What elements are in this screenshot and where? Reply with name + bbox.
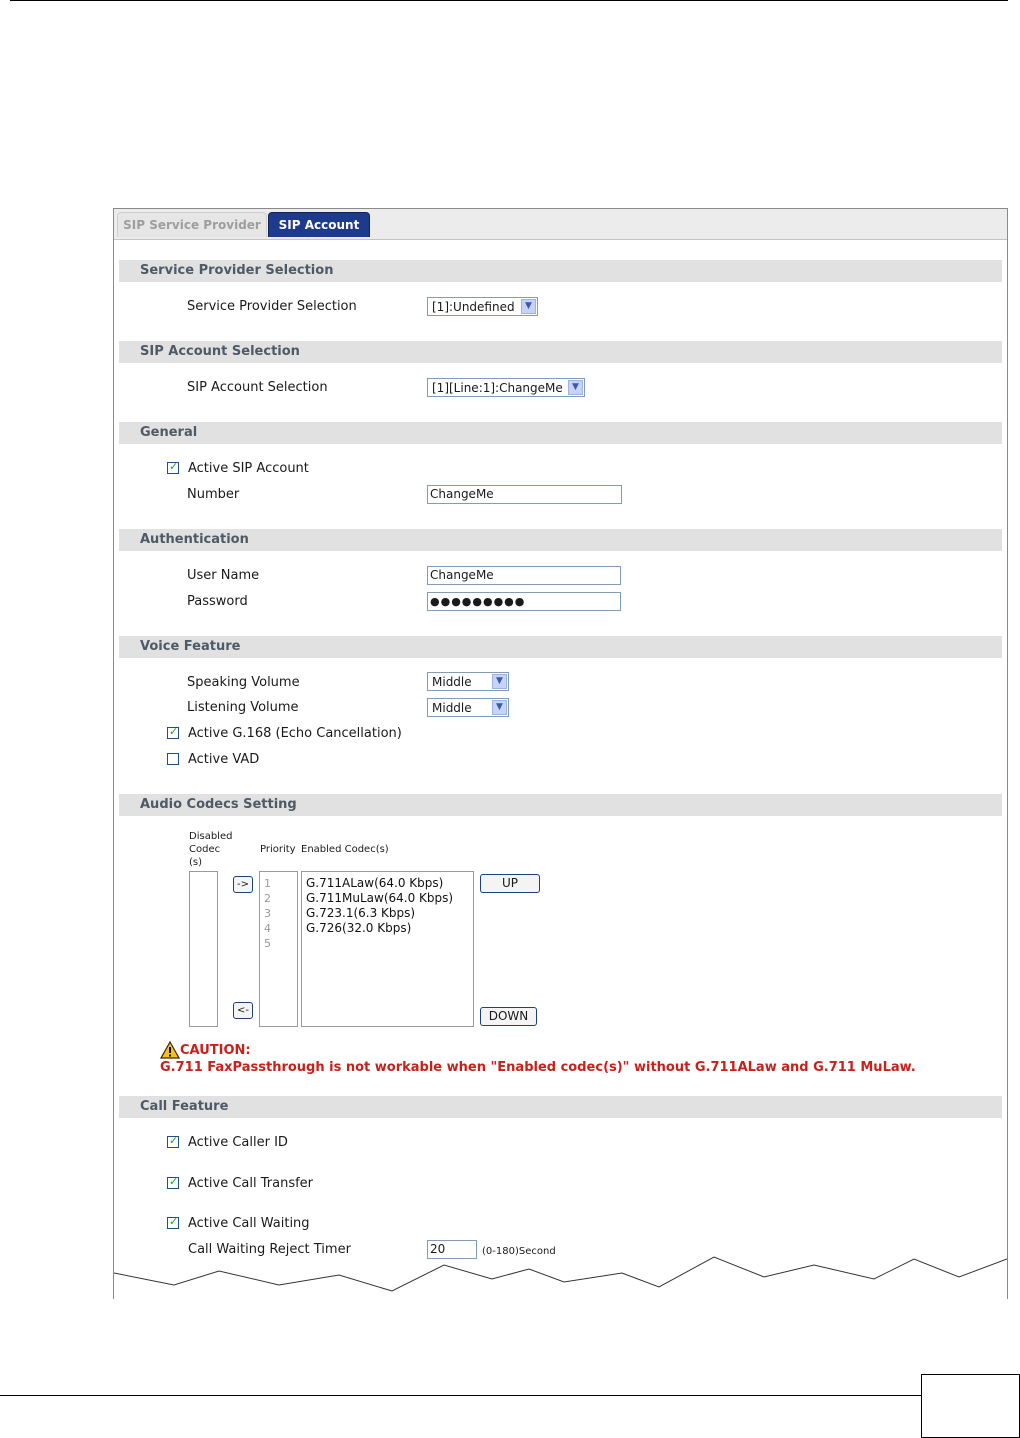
- tab-sip-account[interactable]: SIP Account: [268, 212, 370, 237]
- service-provider-label: Service Provider Selection: [187, 299, 357, 314]
- check-icon: ✓: [169, 725, 179, 738]
- disabled-codec-list[interactable]: [189, 871, 218, 1027]
- top-page-rule: [10, 0, 1008, 1]
- echo-cancellation-checkbox[interactable]: [167, 727, 179, 739]
- section-header-general: General: [119, 422, 1002, 444]
- priority-number: 5: [264, 937, 271, 950]
- sip-account-value: [1][Line:1]:ChangeMe: [432, 381, 563, 395]
- page-number-box: [921, 1374, 1020, 1438]
- priority-header: Priority: [260, 844, 296, 855]
- chevron-down-icon: ▼: [521, 299, 536, 314]
- reject-timer-field[interactable]: 20: [427, 1240, 477, 1259]
- enabled-codec-item[interactable]: G.726(32.0 Kbps): [306, 921, 412, 935]
- active-caller-id-label: Active Caller ID: [188, 1135, 288, 1150]
- torn-edge: [114, 1249, 1007, 1299]
- sip-account-select[interactable]: [427, 378, 585, 397]
- check-icon: ✓: [169, 1215, 179, 1228]
- user-name-label: User Name: [187, 568, 260, 583]
- disabled-codec-header-line: (s): [189, 857, 203, 868]
- speaking-volume-select[interactable]: [427, 672, 509, 691]
- priority-number: 4: [264, 922, 271, 935]
- enabled-codec-header: Enabled Codec(s): [301, 844, 389, 855]
- section-header-voice-feature: Voice Feature: [119, 636, 1002, 658]
- enabled-codec-list[interactable]: [301, 871, 474, 1027]
- check-icon: ✓: [169, 1134, 179, 1147]
- tab-sip-service-provider[interactable]: SIP Service Provider: [117, 212, 267, 237]
- active-sip-account-label: Active SIP Account: [188, 461, 309, 476]
- section-header-audio-codecs: Audio Codecs Setting: [119, 794, 1002, 816]
- reject-timer-hint: (0-180)Second: [482, 1246, 556, 1257]
- disabled-codec-header-line: Disabled: [189, 831, 233, 842]
- listening-volume-value: Middle: [432, 701, 472, 715]
- user-name-field[interactable]: ChangeMe: [427, 566, 621, 585]
- tab-bar: [114, 209, 1007, 240]
- service-provider-select[interactable]: [427, 297, 538, 316]
- check-icon: ✓: [169, 460, 179, 473]
- up-button[interactable]: UP: [480, 874, 540, 893]
- section-header-authentication: Authentication: [119, 529, 1002, 551]
- active-call-waiting-label: Active Call Waiting: [188, 1216, 310, 1231]
- chevron-down-icon: ▼: [492, 674, 507, 689]
- active-call-transfer-checkbox[interactable]: [167, 1177, 179, 1189]
- move-right-button[interactable]: ->: [233, 876, 253, 893]
- number-field[interactable]: ChangeMe: [427, 485, 622, 504]
- active-call-transfer-label: Active Call Transfer: [188, 1176, 314, 1191]
- enabled-codec-item[interactable]: G.723.1(6.3 Kbps): [306, 906, 416, 920]
- active-sip-account-checkbox[interactable]: [167, 462, 179, 474]
- chevron-down-icon: ▼: [568, 380, 583, 395]
- listening-volume-select[interactable]: [427, 698, 509, 717]
- chevron-down-icon: ▼: [492, 700, 507, 715]
- sip-account-label: SIP Account Selection: [187, 380, 328, 395]
- check-icon: ✓: [169, 1175, 179, 1188]
- number-label: Number: [187, 487, 240, 502]
- priority-number: 1: [264, 877, 271, 890]
- echo-cancellation-label: Active G.168 (Echo Cancellation): [188, 726, 402, 741]
- section-header-call-feature: Call Feature: [119, 1096, 1002, 1118]
- bottom-page-rule: [0, 1395, 922, 1396]
- active-vad-checkbox[interactable]: [167, 753, 179, 765]
- sip-account-screenshot: [113, 208, 1008, 1299]
- speaking-volume-value: Middle: [432, 675, 472, 689]
- section-header-sip-account: SIP Account Selection: [119, 341, 1002, 363]
- priority-number: 3: [264, 907, 271, 920]
- active-caller-id-checkbox[interactable]: [167, 1136, 179, 1148]
- password-field[interactable]: ●●●●●●●●●: [427, 592, 621, 611]
- disabled-codec-header-line: Codec: [189, 844, 221, 855]
- caution-title: CAUTION:: [180, 1043, 251, 1058]
- priority-list: [259, 871, 298, 1027]
- active-vad-label: Active VAD: [188, 752, 260, 767]
- caution-text: G.711 FaxPassthrough is not workable when "Enabled codec(s)" without G.711ALaw and G.711 MuLaw.: [160, 1060, 916, 1075]
- priority-number: 2: [264, 892, 271, 905]
- down-button[interactable]: DOWN: [480, 1007, 537, 1026]
- enabled-codec-item[interactable]: G.711MuLaw(64.0 Kbps): [306, 891, 454, 905]
- password-label: Password: [187, 594, 248, 609]
- speaking-volume-label: Speaking Volume: [187, 675, 300, 690]
- move-left-button[interactable]: <-: [233, 1002, 253, 1019]
- section-header-service-provider: Service Provider Selection: [119, 260, 1002, 282]
- listening-volume-label: Listening Volume: [187, 700, 299, 715]
- disabled-codec-header: [189, 830, 232, 869]
- active-call-waiting-checkbox[interactable]: [167, 1217, 179, 1229]
- reject-timer-label: Call Waiting Reject Timer: [188, 1242, 351, 1257]
- service-provider-value: [1]:Undefined: [432, 300, 515, 314]
- warning-icon: [160, 1041, 180, 1059]
- enabled-codec-item[interactable]: G.711ALaw(64.0 Kbps): [306, 876, 444, 890]
